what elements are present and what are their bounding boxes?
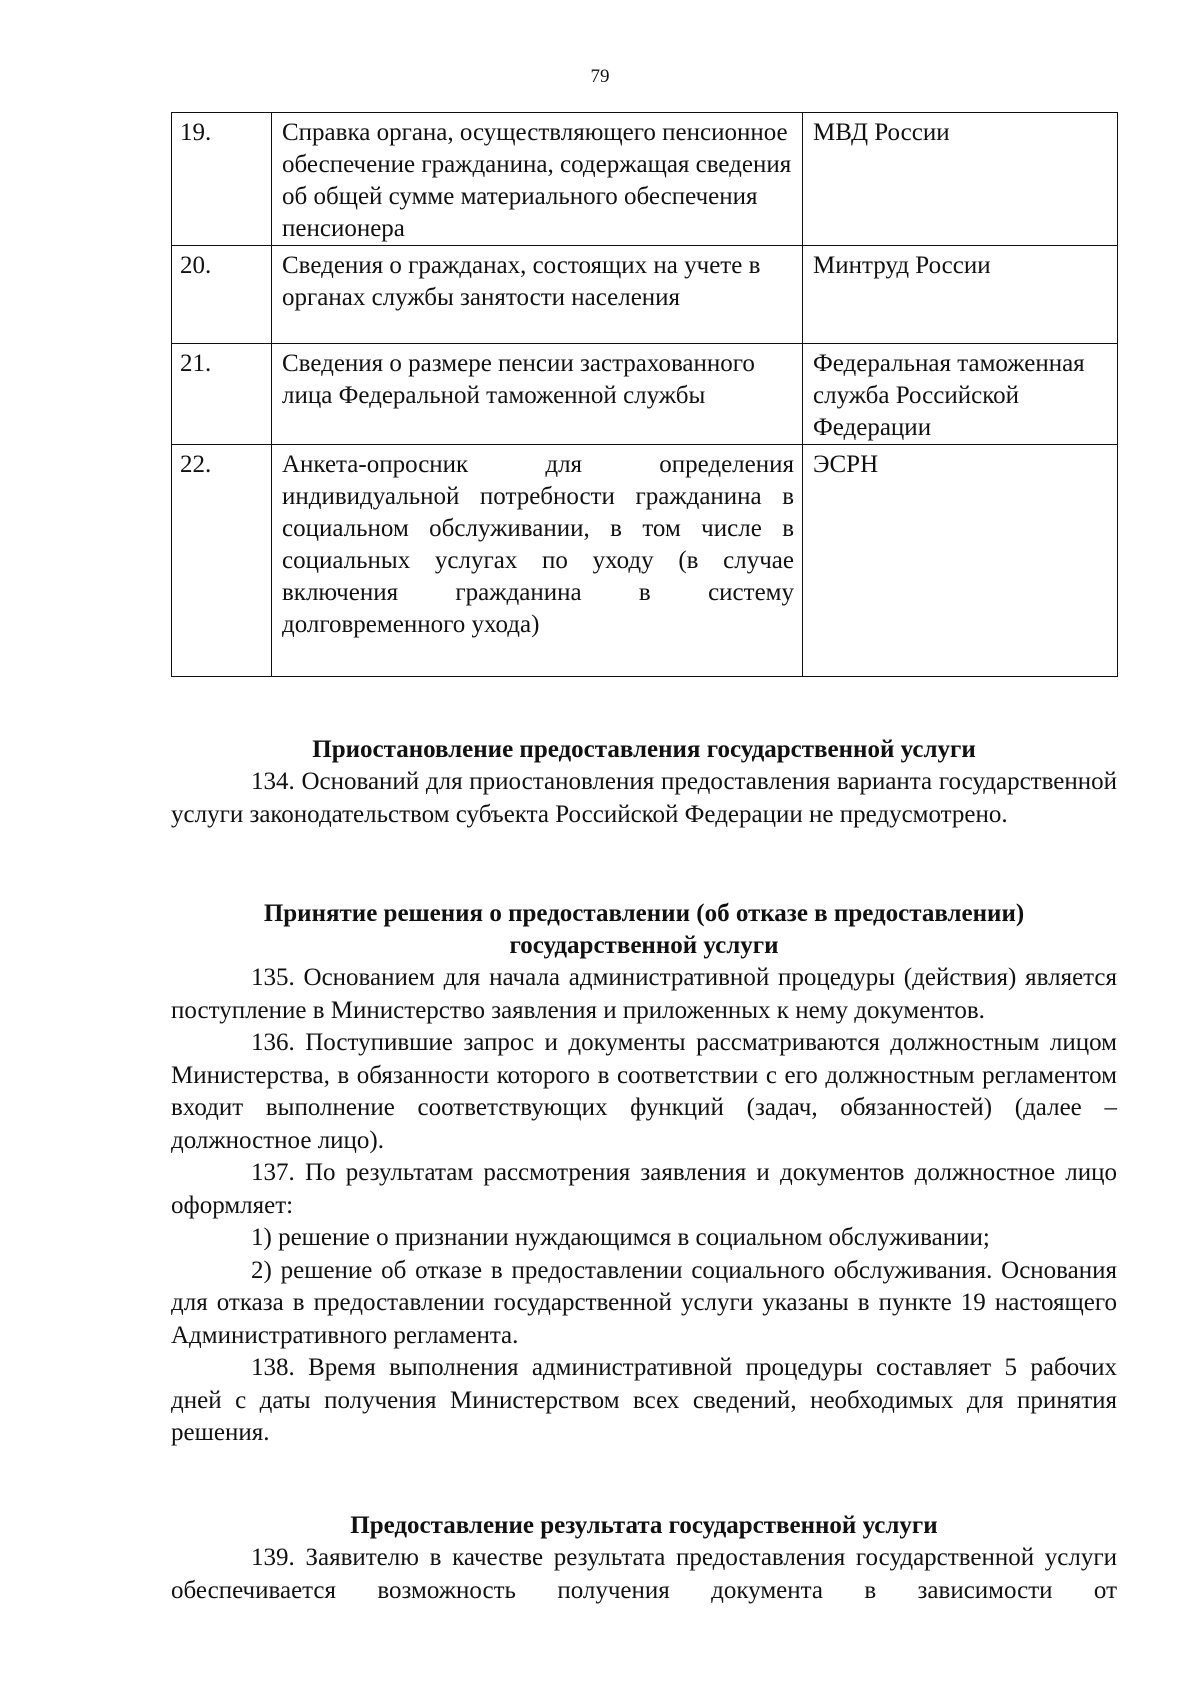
list-item-1: 1) решение о признании нуждающимся в социальном обслуживании; — [251, 1224, 990, 1251]
section-heading: Предоставление результата государственной услуги — [350, 1512, 938, 1539]
row-number: 20. — [172, 246, 272, 344]
page-number: 79 — [590, 66, 610, 87]
paragraph-136: 136. Поступившие запрос и документы рассматриваются должностным лицом Министерства, в обязанности которого в соответствии с его должностным регламентом входит выполнение соответствующих функций (задач, обязанностей) (далее – должностное лицо). — [171, 1029, 1117, 1154]
source-organization: МВД России — [803, 113, 1118, 246]
document-description: Справка органа, осуществляющего пенсионное обеспечение гражданина, содержащая сведения об общей сумме материального обеспечения пенсионера — [272, 113, 803, 246]
source-organization: Федеральная таможенная служба Российской Федерации — [803, 344, 1118, 445]
source-organization: ЭСРН — [803, 445, 1118, 677]
paragraph-135: 135. Основанием для начала административной процедуры (действия) является поступление в Министерство заявления и приложенных к нему документов. — [171, 964, 1117, 1024]
section-heading-line2: государственной услуги — [509, 932, 779, 959]
section-heading: Приостановление предоставления государственной услуги — [312, 736, 976, 763]
section-result — [171, 1510, 1117, 1607]
section-suspension — [171, 734, 1117, 831]
row-number: 19. — [172, 113, 272, 246]
paragraph-139: 139. Заявителю в качестве результата предоставления государственной услуги обеспечивается возможность получения документа в зависимости от — [171, 1544, 1117, 1604]
table-row — [172, 246, 1118, 344]
section-heading-line1: Принятие решения о предоставлении (об отказе в предоставлении) — [263, 900, 1025, 927]
documents-table — [171, 112, 1118, 677]
paragraph-137: 137. По результатам рассмотрения заявления и документов должностное лицо оформляет: — [171, 1159, 1117, 1219]
document-description: Сведения о размере пенсии застрахованного лица Федеральной таможенной службы — [272, 344, 803, 445]
table-row — [172, 344, 1118, 445]
row-number: 22. — [172, 445, 272, 677]
paragraph-134: 134. Оснований для приостановления предоставления варианта государственной услуги законодательством субъекта Российской Федерации не предусмотрено. — [171, 768, 1117, 828]
source-organization: Минтруд России — [803, 246, 1118, 344]
section-decision — [171, 898, 1117, 1450]
paragraph-138: 138. Время выполнения административной процедуры составляет 5 рабочих дней с даты получения Министерством всех сведений, необходимых для принятия решения. — [171, 1354, 1117, 1446]
document-description: Сведения о гражданах, состоящих на учете в органах службы занятости населения — [272, 246, 803, 344]
table-row — [172, 445, 1118, 677]
table-row — [172, 113, 1118, 246]
list-item-2: 2) решение об отказе в предоставлении социального обслуживания. Основания для отказа в предоставлении государственной услуги указаны в пункте 19 настоящего Административного регламента. — [171, 1256, 1117, 1349]
document-description: Анкета-опросник для определения индивидуальной потребности гражданина в социальном обслуживании, в том числе в социальных услугах по уходу (в случае включения гражданина в систему долговременного ухода) — [272, 445, 803, 677]
row-number: 21. — [172, 344, 272, 445]
